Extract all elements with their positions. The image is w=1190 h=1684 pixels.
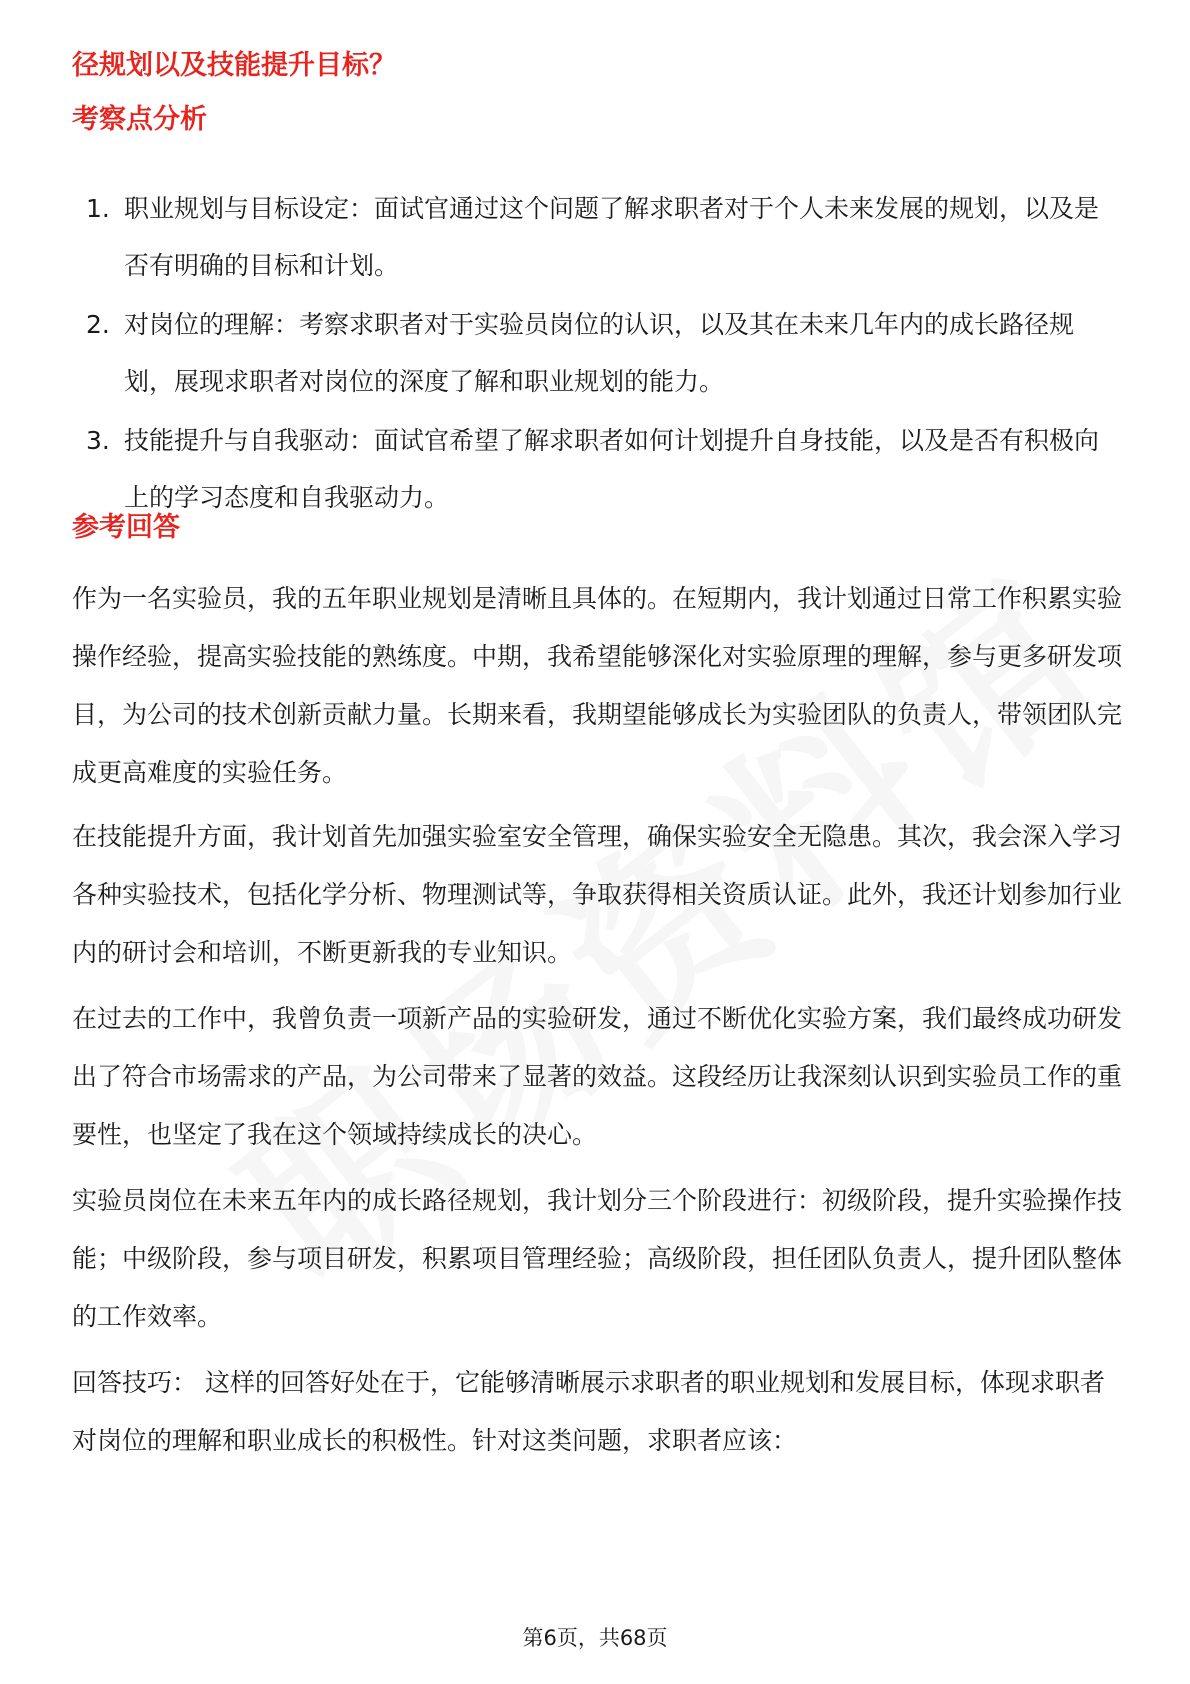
list-item	[72, 180, 1122, 294]
analysis-heading: 考察点分析	[72, 104, 207, 135]
answer-paragraph: 在技能提升方面，我计划首先加强实验室安全管理，确保实验安全无隐患。其次，我会深入学习各种实验技术，包括化学分析、物理测试等，争取获得相关资质认证。此外，我还计划参加行业内的研讨会和培训，不断更新我的专业知识。	[72, 822, 1123, 967]
answer-paragraph: 作为一名实验员，我的五年职业规划是清晰且具体的。在短期内，我计划通过日常工作积累实验操作经验，提高实验技能的熟练度。中期，我希望能够深化对实验原理的理解，参与更多研发项目，为公司的技术创新贡献力量。长期来看，我期望能够成长为实验团队的负责人，带领团队完成更高难度的实验任务。	[72, 584, 1123, 787]
question-continuation: 径规划以及技能提升目标？	[72, 50, 396, 81]
list-item	[72, 296, 1122, 410]
answer-tips-paragraph: 回答技巧： 这样的回答好处在于，它能够清晰展示求职者的职业规划和发展目标，体现求职者对岗位的理解和职业成长的积极性。针对这类问题，求职者应该：	[72, 1368, 1105, 1455]
list-item-text: 职业规划与目标设定：面试官通过这个问题了解求职者对于个人未来发展的规划，以及是否有明确的目标和计划。	[124, 194, 1100, 280]
page-number: 第6页，共68页	[522, 1626, 668, 1650]
analysis-list	[72, 180, 1122, 528]
answer-paragraph: 实验员岗位在未来五年内的成长路径规划，我计划分三个阶段进行：初级阶段，提升实验操作技能；中级阶段，参与项目研发，积累项目管理经验；高级阶段，担任团队负责人，提升团队整体的工作效率。	[72, 1186, 1123, 1331]
list-item	[72, 412, 1122, 526]
answer-heading: 参考回答	[72, 512, 180, 543]
list-number: 2.	[86, 310, 110, 339]
list-item-text: 对岗位的理解：考察求职者对于实验员岗位的认识，以及其在未来几年内的成长路径规划，展现求职者对岗位的深度了解和职业规划的能力。	[124, 310, 1075, 396]
answer-paragraph: 在过去的工作中，我曾负责一项新产品的实验研发，通过不断优化实验方案，我们最终成功研发出了符合市场需求的产品，为公司带来了显著的效益。这段经历让我深刻认识到实验员工作的重要性，也坚定了我在这个领域持续成长的决心。	[72, 1004, 1123, 1149]
list-number: 1.	[86, 194, 110, 223]
list-number: 3.	[86, 426, 110, 455]
list-item-text: 技能提升与自我驱动：面试官希望了解求职者如何计划提升自身技能，以及是否有积极向上的学习态度和自我驱动力。	[124, 426, 1100, 512]
